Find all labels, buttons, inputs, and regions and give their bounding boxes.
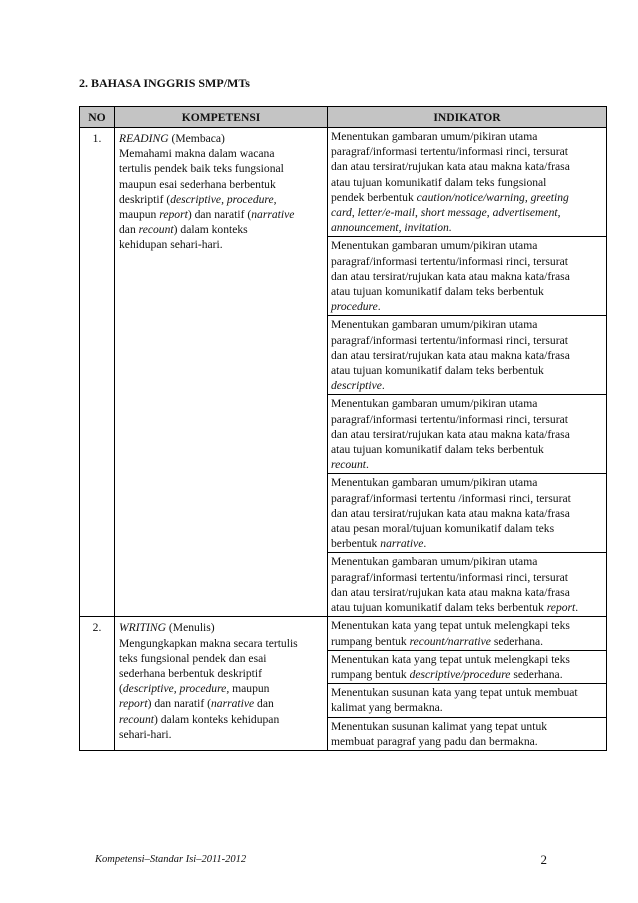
kompetensi-cell: WRITING (Menulis) Mengungkapkan makna secara tertulis teks fungsional pendek dan esai sederhana berbentuk deskriptif (descriptive, procedure, maupun report) dan naratif (narrative dan recount) dalam konteks kehidupan sehari-hari. [115,617,328,751]
indikator-cell: Menentukan gambaran umum/pikiran utama paragraf/informasi tertentu/informasi rinci, tersurat dan atau tersirat/rujukan kata atau makna kata/frasa atau tujuan komunikatif dalam teks berbentuk report. [328,553,607,617]
indikator-cell: Menentukan gambaran umum/pikiran utama paragraf/informasi tertentu/informasi rinci, tersurat dan atau tersirat/rujukan kata atau makna kata/frasa atau tujuan komunikatif dalam teks berbentuk descriptive. [328,316,607,395]
header-indikator: INDIKATOR [328,107,607,128]
header-kompetensi: KOMPETENSI [115,107,328,128]
page-footer [95,854,547,865]
section-title: 2. BAHASA INGGRIS SMP/MTs [79,76,250,90]
indikator-cell: Menentukan gambaran umum/pikiran utama paragraf/informasi tertentu/informasi rinci, tersurat dan atau tersirat/rujukan kata atau makna kata/frasa atau tujuan komunikatif dalam teks fungsional pendek berbentuk caution/notice/warning, greeting card, letter/e-mail, short message, advertisement, announcement, invitation. [328,128,607,237]
indikator-cell: Menentukan kata yang tepat untuk melengkapi teks rumpang bentuk descriptive/procedure sederhana. [328,650,607,683]
indikator-cell: Menentukan gambaran umum/pikiran utama paragraf/informasi tertentu/informasi rinci, tersurat dan atau tersirat/rujukan kata atau makna kata/frasa atau tujuan komunikatif dalam teks berbentuk recount. [328,395,607,474]
table-row [80,128,607,237]
header-no: NO [80,107,115,128]
kompetensi-cell: READING (Membaca) Memahami makna dalam wacana tertulis pendek baik teks fungsional maupun esai sederhana berbentuk deskriptif (descriptive, procedure, maupun report) dan naratif (narrative dan recount) dalam konteks kehidupan sehari-hari. [115,128,328,617]
table-row [80,617,607,650]
indikator-cell: Menentukan susunan kata yang tepat untuk membuat kalimat yang bermakna. [328,684,607,717]
indikator-cell: Menentukan susunan kalimat yang tepat untuk membuat paragraf yang padu dan bermakna. [328,717,607,750]
row-number: 1. [80,128,115,617]
indikator-cell: Menentukan kata yang tepat untuk melengkapi teks rumpang bentuk recount/narrative sederhana. [328,617,607,650]
footer-document-title: Kompetensi–Standar Isi–2011-2012 [95,854,247,865]
competency-table [79,106,607,751]
table-header-row [80,107,607,128]
page-number: 2 [540,852,547,867]
indikator-cell: Menentukan gambaran umum/pikiran utama paragraf/informasi tertentu /informasi rinci, tersurat dan atau tersirat/rujukan kata atau makna kata/frasa atau pesan moral/tujuan komunikatif dalam teks berbentuk narrative. [328,474,607,553]
indikator-cell: Menentukan gambaran umum/pikiran utama paragraf/informasi tertentu/informasi rinci, tersurat dan atau tersirat/rujukan kata atau makna kata/frasa atau tujuan komunikatif dalam teks berbentuk procedure. [328,237,607,316]
row-number: 2. [80,617,115,751]
